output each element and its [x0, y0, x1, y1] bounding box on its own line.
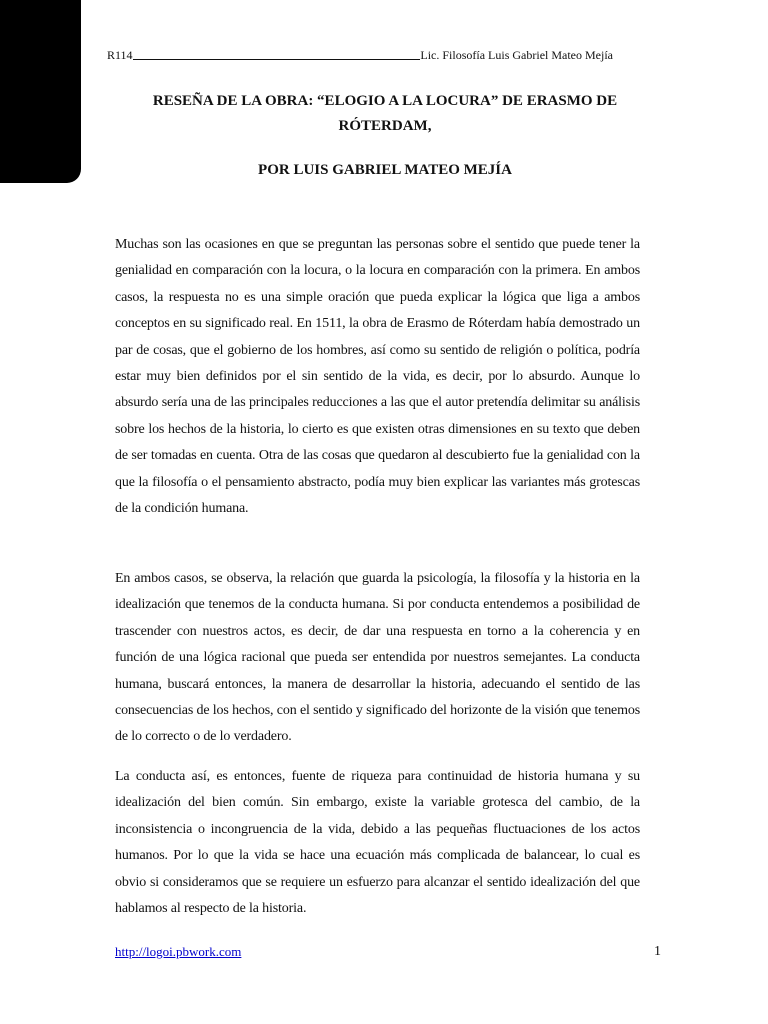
footer-website-link[interactable]: http://logoi.pbwork.com [115, 944, 242, 959]
paragraph-2: En ambos casos, se observa, la relación que guarda la psicología, la filosofía y la historia en la idealización que tenemos de la conducta humana. Si por conducta entendemos a posibilidad de trascender con nuestros actos, es decir, de dar una respuesta en torno a la coherencia y en función de una lógica racional que pueda ser entendida por nuestros semejantes. La conducta humana, buscará entonces, la manera de desarrollar la historia, adecuando el sentido de las consecuencias de los hechos, con el sentido y significado del horizonte de la visión que tenemos de lo correcto o de lo verdadero. [115, 571, 640, 745]
paragraph-3: La conducta así, es entonces, fuente de riqueza para continuidad de historia humana y su idealización del bien común. Sin embargo, existe la variable grotesca del cambio, de la inconsistencia o incongruencia de la vida, debido a las pequeñas fluctuaciones de los actos humanos. Por lo que la vida se hace una ecuación más complicada de balancear, lo cual es obvio si consideramos que se requiere un esfuerzo para alcanzar el sentido idealización del que hablamos al respecto de la historia. [115, 769, 640, 917]
page-corner-tab [0, 0, 81, 183]
document-byline: POR LUIS GABRIEL MATEO MEJÍA [258, 162, 512, 178]
document-title: RESEÑA DE LA OBRA: “ELOGIO A LA LOCURA” DE ERASMO DE RÓTERDAM, [152, 93, 618, 134]
header-author: Lic. Filosofía Luis Gabriel Mateo Mejía [420, 48, 613, 62]
document-code: R114 [107, 48, 133, 62]
running-header [107, 45, 613, 63]
header-rule [133, 58, 421, 60]
page-number: 1 [654, 944, 661, 959]
paragraph-1: Muchas son las ocasiones en que se preguntan las personas sobre el sentido que puede tener la genialidad en comparación con la locura, o la locura en comparación con la primera. En ambos casos, la respuesta no es una simple oración que pueda explicar la lógica que liga a ambos conceptos en su significado real. En 1511, la obra de Erasmo de Róterdam había demostrado un par de cosas, que el gobierno de los hombres, así como su sentido de religión o política, podría estar muy bien definidos por el sin sentido de la vida, es decir, por lo absurdo. Aunque lo absurdo sería una de las principales reducciones a las que el autor pretendía delimitar su análisis sobre los hechos de la historia, lo cierto es que existen otras dimensiones en su texto que deben de ser tomadas en cuenta. Otra de las cosas que quedaron al descubierto fue la genialidad con la que la filosofía o el pensamiento abstracto, podía muy bien explicar las variantes más grotescas de la condición humana. [115, 237, 640, 517]
